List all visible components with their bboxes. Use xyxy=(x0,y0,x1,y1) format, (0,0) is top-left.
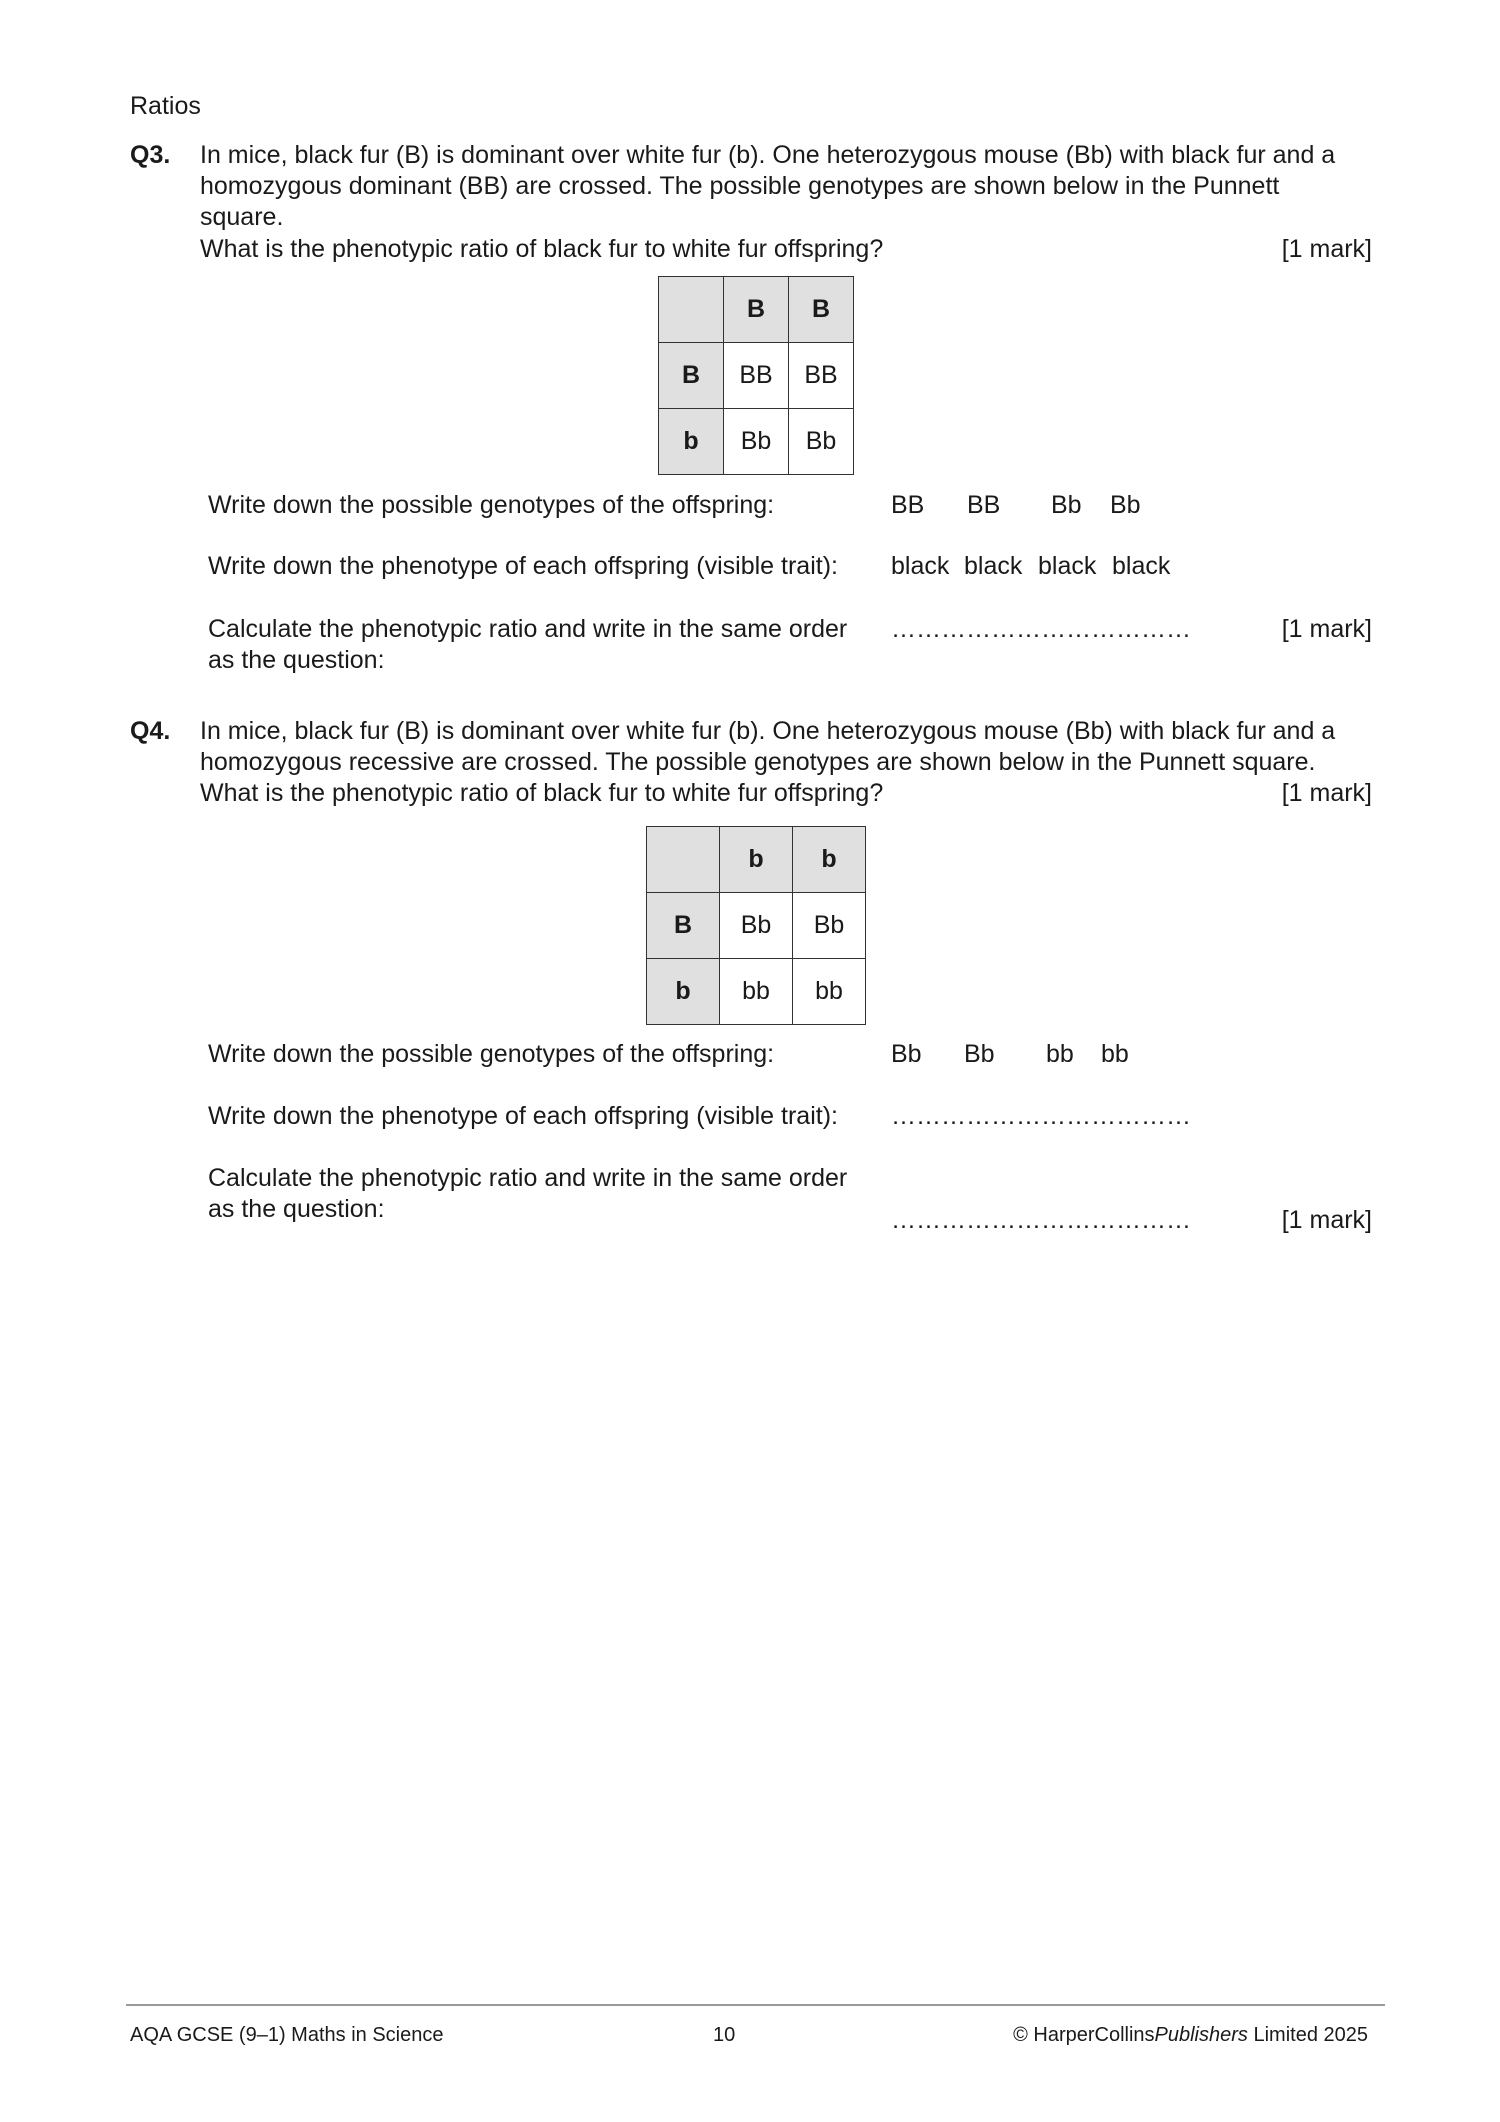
q3-ratio-label: Calculate the phenotypic ratio and write in the same order xyxy=(208,615,848,643)
punnett-corner xyxy=(647,827,720,893)
q3-genotype-value: Bb xyxy=(1051,491,1082,519)
q4-phenotype-answer-blank[interactable]: ……………………………… xyxy=(891,1102,1191,1130)
q3-text-line3: square. xyxy=(200,203,284,231)
footer-title: AQA GCSE (9–1) Maths in Science xyxy=(130,2024,444,2046)
punnett-row-header: B xyxy=(647,893,720,959)
q4-text-line2: homozygous recessive are crossed. The possible genotypes are shown below in the Punnett square. xyxy=(200,748,1316,776)
punnett-col-header: b xyxy=(793,827,866,893)
punnett-cell: Bb xyxy=(720,893,793,959)
q4-punnett-square xyxy=(646,826,866,1025)
q4-question: What is the phenotypic ratio of black fur to white fur offspring? xyxy=(200,779,884,807)
punnett-col-header: B xyxy=(789,277,854,343)
punnett-row-header: b xyxy=(647,959,720,1025)
q4-genotype-value: Bb xyxy=(891,1040,922,1068)
q3-genotypes-label: Write down the possible genotypes of the offspring: xyxy=(208,491,775,519)
page-number: 10 xyxy=(713,2024,736,2046)
q4-phenotype-label: Write down the phenotype of each offspring (visible trait): xyxy=(208,1102,838,1130)
q3-ratio-answer-blank[interactable]: ……………………………… xyxy=(891,615,1191,643)
q3-phenotype-label: Write down the phenotype of each offspring (visible trait): xyxy=(208,552,838,580)
punnett-row-header: b xyxy=(659,409,724,475)
q3-phenotype-value: black xyxy=(1038,552,1097,580)
punnett-cell: bb xyxy=(720,959,793,1025)
q3-phenotype-value: black xyxy=(1112,552,1171,580)
q3-phenotype-value: black xyxy=(891,552,950,580)
punnett-cell: Bb xyxy=(724,409,789,475)
q4-ratio-mark: [1 mark] xyxy=(1281,1206,1372,1234)
footer-copyright xyxy=(1013,2023,1368,2047)
punnett-col-header: b xyxy=(720,827,793,893)
q4-number: Q4. xyxy=(130,717,171,745)
punnett-cell: bb xyxy=(793,959,866,1025)
q4-ratio-label: Calculate the phenotypic ratio and write in the same order xyxy=(208,1164,848,1192)
q3-mark: [1 mark] xyxy=(1281,235,1372,263)
q4-genotype-value: bb xyxy=(1046,1040,1074,1068)
punnett-cell: BB xyxy=(724,343,789,409)
punnett-col-header: B xyxy=(724,277,789,343)
q4-ratio-label-cont: as the question: xyxy=(208,1195,385,1223)
punnett-cell: Bb xyxy=(793,893,866,959)
q3-genotype-value: BB xyxy=(891,491,925,519)
q4-genotype-value: bb xyxy=(1101,1040,1129,1068)
q3-text-line2: homozygous dominant (BB) are crossed. The possible genotypes are shown below in the Punnett xyxy=(200,172,1280,200)
copyright-prefix: © HarperCollins xyxy=(1013,2024,1155,2046)
q4-genotype-value: Bb xyxy=(964,1040,995,1068)
footer-divider xyxy=(126,2004,1385,2006)
q3-text-line1: In mice, black fur (B) is dominant over white fur (b). One heterozygous mouse (Bb) with black fur and a xyxy=(200,141,1336,169)
q3-ratio-label-cont: as the question: xyxy=(208,646,385,674)
q3-ratio-mark: [1 mark] xyxy=(1281,615,1372,643)
punnett-cell: Bb xyxy=(789,409,854,475)
q3-question: What is the phenotypic ratio of black fur to white fur offspring? xyxy=(200,235,884,263)
q4-text-line1: In mice, black fur (B) is dominant over white fur (b). One heterozygous mouse (Bb) with black fur and a xyxy=(200,717,1336,745)
q3-phenotype-value: black xyxy=(964,552,1023,580)
punnett-corner xyxy=(659,277,724,343)
copyright-italic: Publishers xyxy=(1154,2024,1248,2046)
q4-ratio-answer-blank[interactable]: ……………………………… xyxy=(891,1206,1191,1234)
q3-genotype-value: BB xyxy=(967,491,1001,519)
q3-number: Q3. xyxy=(130,141,171,169)
punnett-cell: BB xyxy=(789,343,854,409)
q4-mark: [1 mark] xyxy=(1281,779,1372,807)
q4-genotypes-label: Write down the possible genotypes of the offspring: xyxy=(208,1040,775,1068)
q3-punnett-square xyxy=(658,276,854,475)
section-title: Ratios xyxy=(130,92,201,120)
copyright-suffix: Limited 2025 xyxy=(1247,2024,1368,2046)
q3-genotype-value: Bb xyxy=(1110,491,1141,519)
punnett-row-header: B xyxy=(659,343,724,409)
